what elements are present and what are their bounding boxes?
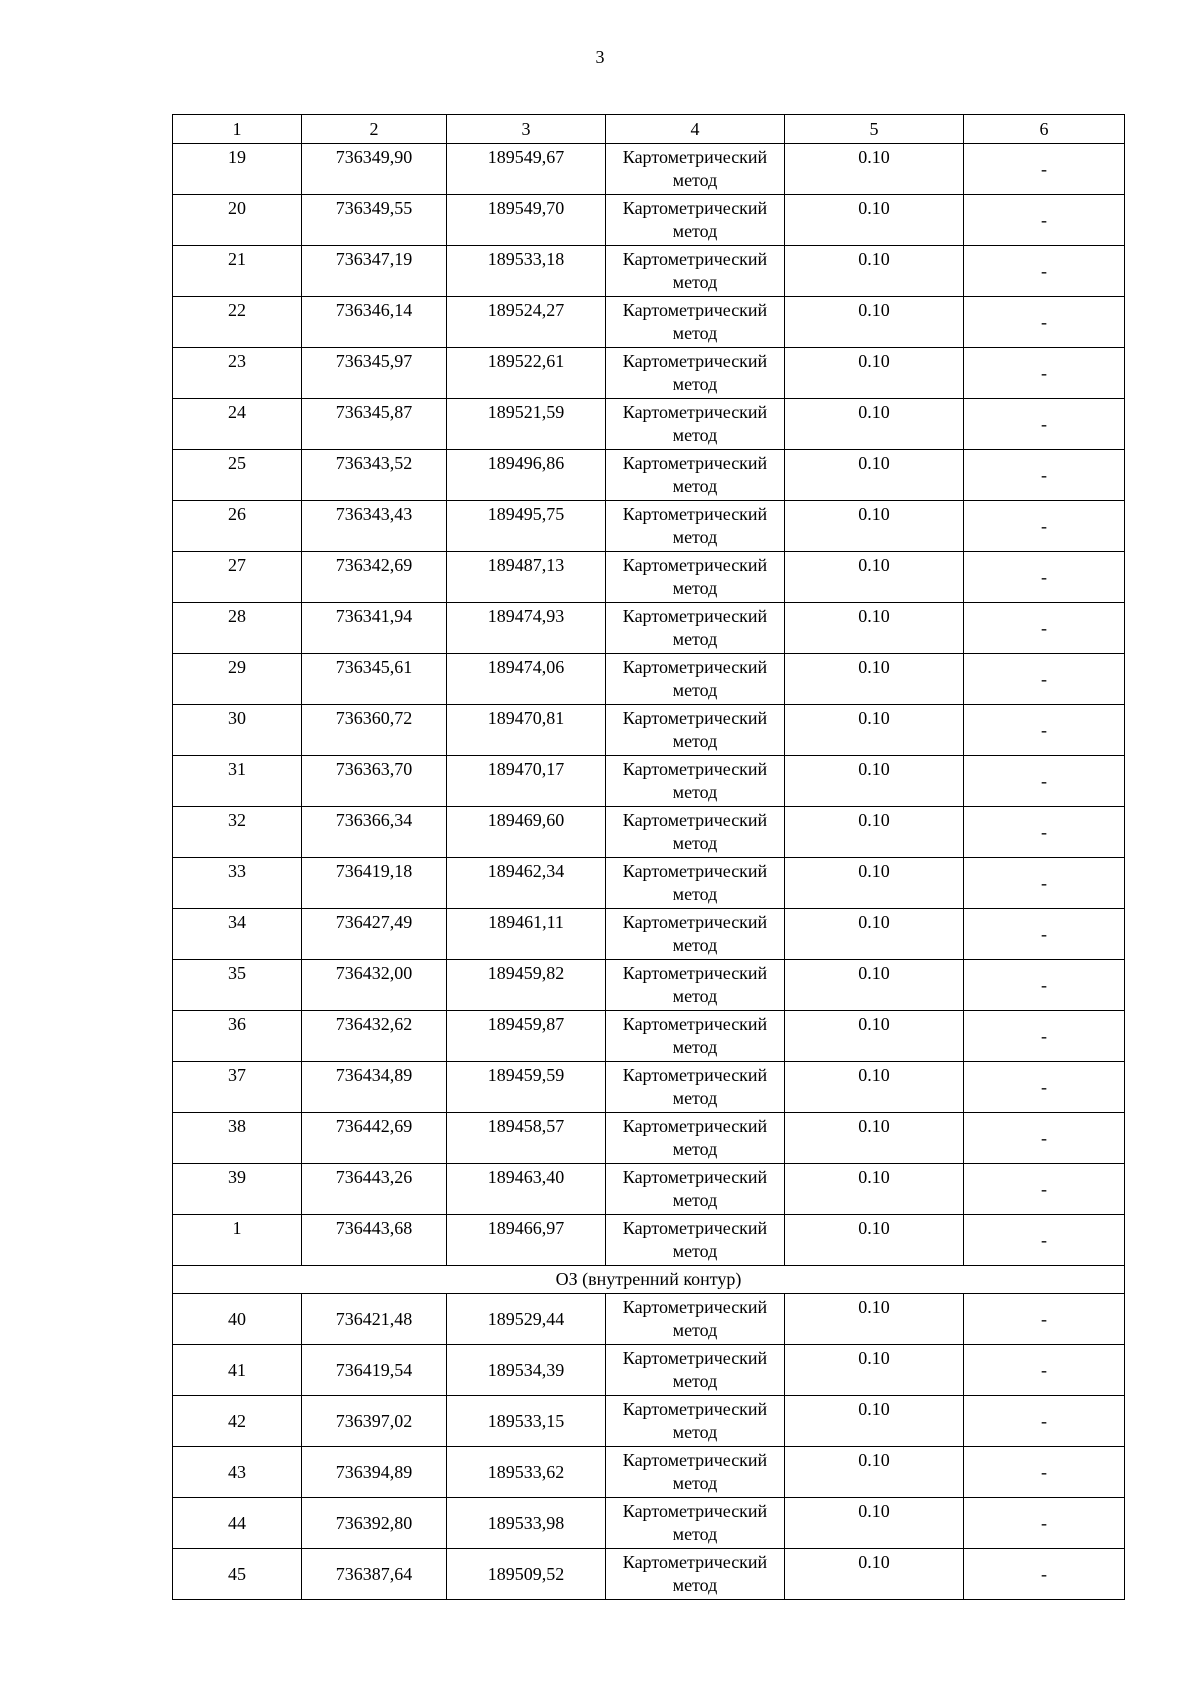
table-row [173,1062,1125,1113]
accuracy: 0.10 [785,960,964,1011]
header-col-5: 5 [785,115,964,144]
coord-y: 189524,27 [447,297,606,348]
point-number: 35 [173,960,302,1011]
method: Картометрический метод [606,603,785,654]
note: - [964,246,1125,297]
note: - [964,756,1125,807]
note: - [964,1113,1125,1164]
note: - [964,1215,1125,1266]
coord-x: 736419,18 [302,858,447,909]
coord-y: 189459,59 [447,1062,606,1113]
accuracy: 0.10 [785,909,964,960]
method: Картометрический метод [606,1062,785,1113]
coord-x: 736397,02 [302,1396,447,1447]
coord-x: 736349,55 [302,195,447,246]
table-row [173,246,1125,297]
method: Картометрический метод [606,858,785,909]
table-row [173,195,1125,246]
method: Картометрический метод [606,1164,785,1215]
header-col-2: 2 [302,115,447,144]
point-number: 19 [173,144,302,195]
coord-x: 736394,89 [302,1447,447,1498]
accuracy: 0.10 [785,756,964,807]
coord-y: 189470,17 [447,756,606,807]
coord-x: 736345,61 [302,654,447,705]
point-number: 26 [173,501,302,552]
accuracy: 0.10 [785,195,964,246]
accuracy: 0.10 [785,603,964,654]
method: Картометрический метод [606,654,785,705]
accuracy: 0.10 [785,1498,964,1549]
accuracy: 0.10 [785,246,964,297]
note: - [964,1011,1125,1062]
accuracy: 0.10 [785,1062,964,1113]
note: - [964,807,1125,858]
accuracy: 0.10 [785,348,964,399]
point-number: 24 [173,399,302,450]
coord-y: 189509,52 [447,1549,606,1600]
point-number: 32 [173,807,302,858]
coord-x: 736349,90 [302,144,447,195]
method: Картометрический метод [606,807,785,858]
point-number: 41 [173,1345,302,1396]
table-row [173,1396,1125,1447]
method: Картометрический метод [606,297,785,348]
table-row [173,1011,1125,1062]
coord-x: 736342,69 [302,552,447,603]
coord-x: 736392,80 [302,1498,447,1549]
coord-x: 736347,19 [302,246,447,297]
header-row [173,115,1125,144]
note: - [964,195,1125,246]
method: Картометрический метод [606,501,785,552]
table-row [173,1215,1125,1266]
accuracy: 0.10 [785,144,964,195]
note: - [964,450,1125,501]
table-row [173,1549,1125,1600]
table-row [173,909,1125,960]
point-number: 23 [173,348,302,399]
note: - [964,909,1125,960]
coord-y: 189534,39 [447,1345,606,1396]
coord-x: 736345,87 [302,399,447,450]
method: Картометрический метод [606,1215,785,1266]
coord-x: 736341,94 [302,603,447,654]
coord-y: 189459,87 [447,1011,606,1062]
note: - [964,144,1125,195]
method: Картометрический метод [606,552,785,603]
note: - [964,1062,1125,1113]
coord-x: 736346,14 [302,297,447,348]
accuracy: 0.10 [785,1164,964,1215]
point-number: 29 [173,654,302,705]
coord-y: 189533,98 [447,1498,606,1549]
header-col-4: 4 [606,115,785,144]
method: Картометрический метод [606,705,785,756]
point-number: 33 [173,858,302,909]
coord-y: 189496,86 [447,450,606,501]
coord-y: 189459,82 [447,960,606,1011]
coord-y: 189533,62 [447,1447,606,1498]
table-row [173,399,1125,450]
note: - [964,1396,1125,1447]
point-number: 21 [173,246,302,297]
coord-x: 736421,48 [302,1294,447,1345]
table-row [173,603,1125,654]
table-row [173,1447,1125,1498]
coord-y: 189461,11 [447,909,606,960]
point-number: 28 [173,603,302,654]
method: Картометрический метод [606,144,785,195]
method: Картометрический метод [606,399,785,450]
note: - [964,858,1125,909]
table-row [173,654,1125,705]
coord-y: 189521,59 [447,399,606,450]
coord-y: 189495,75 [447,501,606,552]
header-col-1: 1 [173,115,302,144]
table-row [173,1345,1125,1396]
note: - [964,603,1125,654]
accuracy: 0.10 [785,297,964,348]
note: - [964,1294,1125,1345]
point-number: 25 [173,450,302,501]
point-number: 22 [173,297,302,348]
section-title: ОЗ (внутренний контур) [173,1266,1125,1294]
point-number: 36 [173,1011,302,1062]
table-row [173,705,1125,756]
coord-y: 189533,15 [447,1396,606,1447]
coord-x: 736443,68 [302,1215,447,1266]
note: - [964,399,1125,450]
accuracy: 0.10 [785,1345,964,1396]
method: Картометрический метод [606,348,785,399]
coord-y: 189462,34 [447,858,606,909]
note: - [964,1549,1125,1600]
note: - [964,1164,1125,1215]
note: - [964,705,1125,756]
accuracy: 0.10 [785,1549,964,1600]
method: Картометрический метод [606,246,785,297]
coord-x: 736419,54 [302,1345,447,1396]
method: Картометрический метод [606,1498,785,1549]
note: - [964,1345,1125,1396]
accuracy: 0.10 [785,1294,964,1345]
coord-y: 189469,60 [447,807,606,858]
method: Картометрический метод [606,960,785,1011]
point-number: 34 [173,909,302,960]
accuracy: 0.10 [785,1215,964,1266]
page-number: 3 [595,47,605,67]
table-row [173,552,1125,603]
coord-x: 736432,62 [302,1011,447,1062]
note: - [964,960,1125,1011]
point-number: 42 [173,1396,302,1447]
table-row [173,1164,1125,1215]
point-number: 27 [173,552,302,603]
coord-x: 736345,97 [302,348,447,399]
accuracy: 0.10 [785,399,964,450]
note: - [964,552,1125,603]
coord-x: 736434,89 [302,1062,447,1113]
coord-y: 189549,70 [447,195,606,246]
accuracy: 0.10 [785,858,964,909]
coord-y: 189529,44 [447,1294,606,1345]
coord-y: 189474,06 [447,654,606,705]
accuracy: 0.10 [785,1447,964,1498]
method: Картометрический метод [606,1447,785,1498]
note: - [964,1498,1125,1549]
coord-x: 736427,49 [302,909,447,960]
note: - [964,348,1125,399]
point-number: 20 [173,195,302,246]
accuracy: 0.10 [785,705,964,756]
method: Картометрический метод [606,1113,785,1164]
coord-y: 189549,67 [447,144,606,195]
coord-y: 189533,18 [447,246,606,297]
table-row [173,450,1125,501]
coord-x: 736343,52 [302,450,447,501]
coord-y: 189466,97 [447,1215,606,1266]
coord-x: 736343,43 [302,501,447,552]
method: Картометрический метод [606,1011,785,1062]
coord-y: 189522,61 [447,348,606,399]
table-row [173,756,1125,807]
note: - [964,1447,1125,1498]
method: Картометрический метод [606,1294,785,1345]
point-number: 40 [173,1294,302,1345]
coord-y: 189474,93 [447,603,606,654]
point-number: 45 [173,1549,302,1600]
table-row [173,1294,1125,1345]
coord-x: 736366,34 [302,807,447,858]
point-number: 44 [173,1498,302,1549]
coord-y: 189470,81 [447,705,606,756]
method: Картометрический метод [606,909,785,960]
coord-x: 736432,00 [302,960,447,1011]
point-number: 39 [173,1164,302,1215]
point-number: 1 [173,1215,302,1266]
table-row [173,297,1125,348]
accuracy: 0.10 [785,1113,964,1164]
table-row [173,348,1125,399]
point-number: 30 [173,705,302,756]
coord-x: 736387,64 [302,1549,447,1600]
table-row [173,1498,1125,1549]
coord-x: 736363,70 [302,756,447,807]
table-row [173,501,1125,552]
table-row [173,960,1125,1011]
coord-y: 189487,13 [447,552,606,603]
coord-x: 736443,26 [302,1164,447,1215]
accuracy: 0.10 [785,807,964,858]
coordinates-table [172,114,1125,1600]
coord-y: 189458,57 [447,1113,606,1164]
point-number: 31 [173,756,302,807]
accuracy: 0.10 [785,1011,964,1062]
point-number: 37 [173,1062,302,1113]
note: - [964,501,1125,552]
table-row [173,807,1125,858]
header-col-6: 6 [964,115,1125,144]
method: Картометрический метод [606,1549,785,1600]
accuracy: 0.10 [785,450,964,501]
accuracy: 0.10 [785,552,964,603]
note: - [964,654,1125,705]
point-number: 43 [173,1447,302,1498]
table-row [173,144,1125,195]
accuracy: 0.10 [785,1396,964,1447]
method: Картометрический метод [606,195,785,246]
coord-x: 736442,69 [302,1113,447,1164]
accuracy: 0.10 [785,501,964,552]
method: Картометрический метод [606,1345,785,1396]
header-col-3: 3 [447,115,606,144]
method: Картометрический метод [606,1396,785,1447]
method: Картометрический метод [606,450,785,501]
method: Картометрический метод [606,756,785,807]
table-row [173,858,1125,909]
coord-y: 189463,40 [447,1164,606,1215]
accuracy: 0.10 [785,654,964,705]
section-row [173,1266,1125,1294]
coord-x: 736360,72 [302,705,447,756]
table-row [173,1113,1125,1164]
note: - [964,297,1125,348]
point-number: 38 [173,1113,302,1164]
